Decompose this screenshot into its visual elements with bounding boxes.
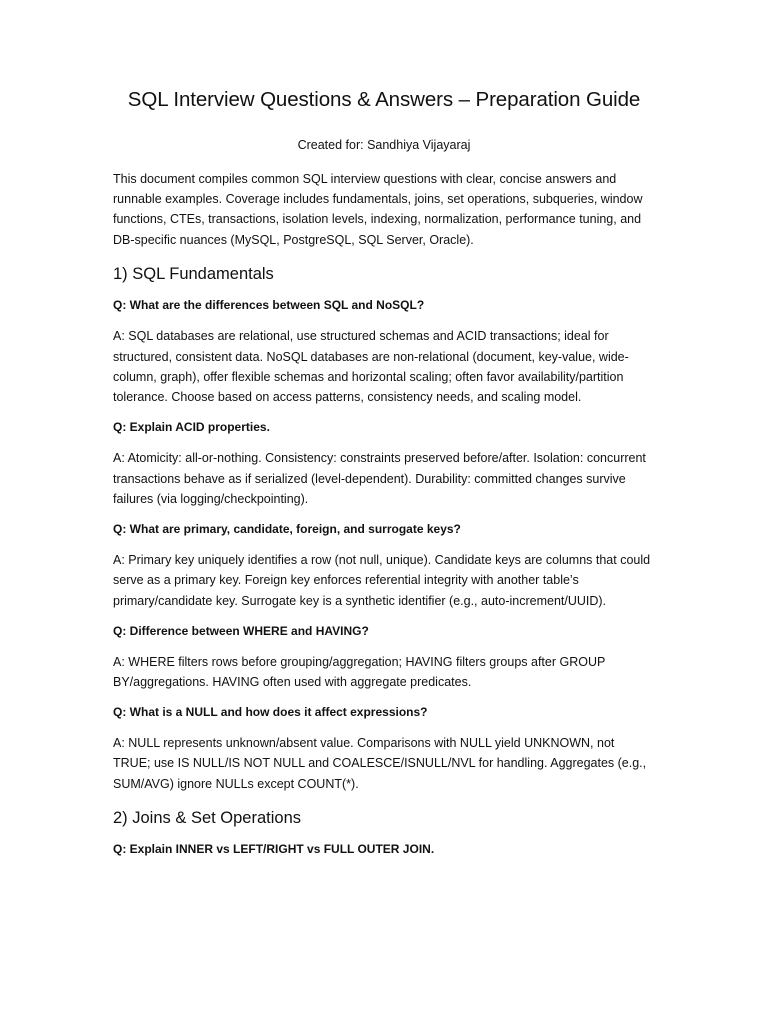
question-sql-vs-nosql: Q: What are the differences between SQL and NoSQL? bbox=[113, 298, 425, 313]
answer-sql-vs-nosql: A: SQL databases are relational, use structured schemas and ACID transactions; ideal for structured, consistent data. NoSQL databases are non-relational (document, key-value, wide-column, graph), offer flexible schemas and horizontal scaling; often favor availability/partition tolerance. Choose based on access patterns, consistency needs, and scaling model. bbox=[113, 329, 629, 405]
question-keys: Q: What are primary, candidate, foreign, and surrogate keys? bbox=[113, 522, 461, 537]
section-heading: 2) Joins & Set Operations bbox=[113, 808, 302, 827]
document-title: SQL Interview Questions & Answers – Preparation Guide bbox=[127, 88, 641, 111]
answer-acid: A: Atomicity: all-or-nothing. Consistency: constraints preserved before/after. Isolation: concurrent transactions behave as if serialized (level-dependent). Durability: committed changes survive failures (via logging/checkpointing). bbox=[113, 451, 646, 506]
section-joins-set-operations bbox=[113, 808, 655, 858]
question-null: Q: What is a NULL and how does it affect expressions? bbox=[113, 705, 428, 720]
question-join-types: Q: Explain INNER vs LEFT/RIGHT vs FULL OUTER JOIN. bbox=[113, 842, 435, 857]
question-where-having: Q: Difference between WHERE and HAVING? bbox=[113, 623, 369, 638]
document-created-for: Created for: Sandhiya Vijayaraj bbox=[297, 137, 471, 152]
question-acid: Q: Explain ACID properties. bbox=[113, 420, 270, 435]
section-heading: 1) SQL Fundamentals bbox=[113, 265, 274, 284]
answer-keys: A: Primary key uniquely identifies a row (not null, unique). Candidate keys are columns that could serve as a primary key. Foreign key enforces referential integrity with another table’s primary/candidate key. Surrogate key is a synthetic identifier (e.g., auto-increment/UUID). bbox=[113, 552, 651, 608]
document-intro: This document compiles common SQL interview questions with clear, concise answers and runnable examples. Coverage includes fundamentals, joins, set operations, subqueries, window functions, CTEs, transactions, isolation levels, indexing, normalization, performance tuning, and DB-specific nuances (MySQL, PostgreSQL, SQL Server, Oracle). bbox=[113, 171, 643, 247]
answer-where-having: A: WHERE filters rows before grouping/aggregation; HAVING filters groups after GROUP BY/aggregations. HAVING often used with aggregate predicates. bbox=[113, 654, 606, 689]
section-sql-fundamentals bbox=[113, 264, 655, 794]
answer-null: A: NULL represents unknown/absent value. Comparisons with NULL yield UNKNOWN, not TRUE; use IS NULL/IS NOT NULL and COALESCE/ISNULL/NVL for handling. Aggregates (e.g., SUM/AVG) ignore NULLs except COUNT(*). bbox=[113, 736, 647, 791]
